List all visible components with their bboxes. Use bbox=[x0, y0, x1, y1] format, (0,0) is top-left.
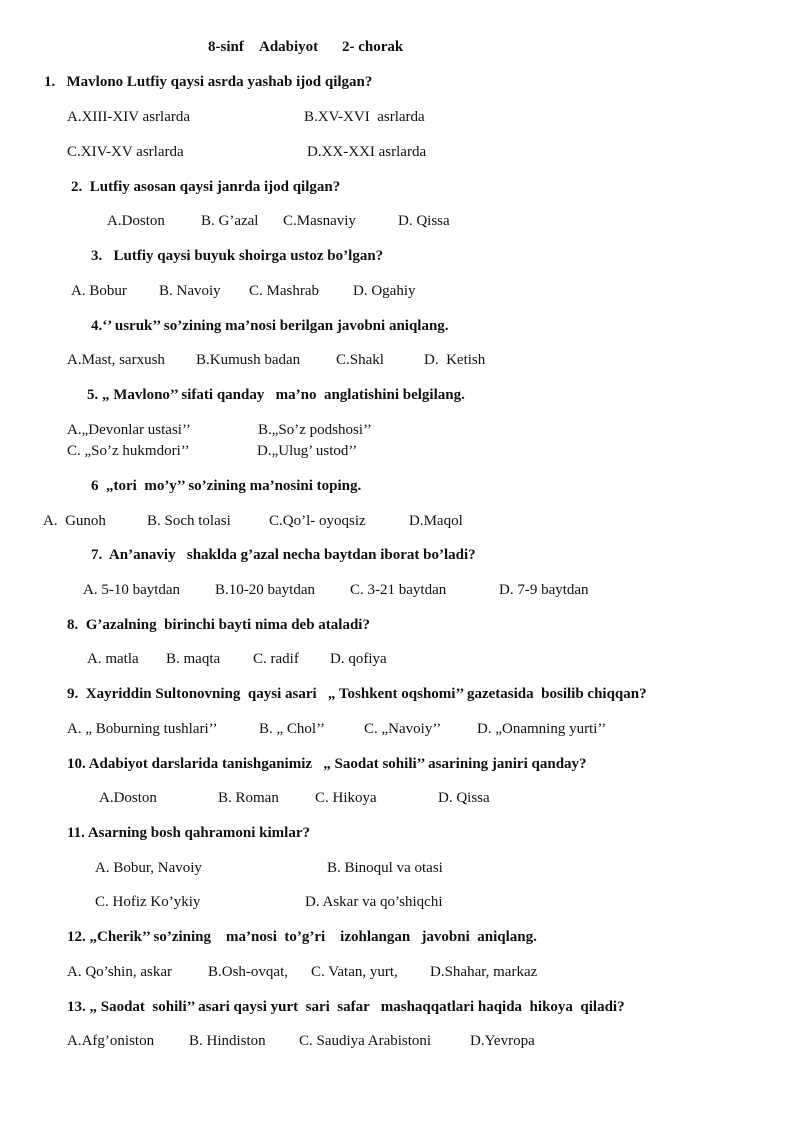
question-8: 8. G’azalning birinchi bayti nima deb ataladi? bbox=[67, 617, 370, 633]
q12-option-c: C. Vatan, yurt, bbox=[311, 964, 398, 980]
question-10: 10. Adabiyot darslarida tanishganimiz „ Saodat sohili’’ asarining janiri qanday? bbox=[67, 756, 587, 772]
q9-option-c: C. „Navoiy’’ bbox=[364, 721, 442, 737]
q12-option-a: A. Qo’shin, askar bbox=[67, 964, 172, 980]
q8-option-a: A. matla bbox=[87, 651, 139, 667]
q13-option-b: B. Hindiston bbox=[189, 1033, 266, 1049]
header-grade: 8-sinf bbox=[208, 39, 244, 55]
q6-option-c: C.Qo’l- oyoqsiz bbox=[269, 513, 366, 529]
q11-option-b: B. Binoqul va otasi bbox=[327, 860, 443, 876]
q9-option-a: A. „ Boburning tushlari’’ bbox=[67, 721, 218, 737]
q7-option-a: A. 5-10 baytdan bbox=[83, 582, 181, 598]
q1-option-b: B.XV-XVI asrlarda bbox=[304, 109, 425, 125]
q10-option-d: D. Qissa bbox=[438, 790, 490, 806]
q10-option-b: B. Roman bbox=[218, 790, 279, 806]
q5-option-c: C. „So’z hukmdori’’ bbox=[67, 443, 190, 459]
question-5: 5. „ Mavlono’’ sifati qanday ma’no anglatishini belgilang. bbox=[87, 387, 465, 403]
q9-option-b: B. „ Chol’’ bbox=[259, 721, 325, 737]
q9-option-d: D. „Onamning yurti’’ bbox=[477, 721, 607, 737]
q7-option-c: C. 3-21 baytdan bbox=[350, 582, 447, 598]
q8-option-c: C. radif bbox=[253, 651, 299, 667]
q3-option-a: A. Bobur bbox=[71, 283, 127, 299]
q2-option-c: C.Masnaviy bbox=[283, 213, 356, 229]
q5-option-d: D.„Ulug’ ustod’’ bbox=[257, 443, 358, 459]
q2-option-a: A.Doston bbox=[107, 213, 165, 229]
question-4: 4.‘’ usruk’’ so’zining ma’nosi berilgan javobni aniqlang. bbox=[91, 318, 449, 334]
q4-option-d: D. Ketish bbox=[424, 352, 486, 368]
q13-option-a: A.Afg’oniston bbox=[67, 1033, 155, 1049]
q6-option-a: A. Gunoh bbox=[43, 513, 106, 529]
question-13: 13. „ Saodat sohili’’ asari qaysi yurt sari safar mashaqqatlari haqida hikoya qiladi? bbox=[67, 999, 625, 1015]
q8-option-d: D. qofiya bbox=[330, 651, 387, 667]
header-term: 2- chorak bbox=[342, 39, 404, 55]
q3-option-d: D. Ogahiy bbox=[353, 283, 416, 299]
q13-option-d: D.Yevropa bbox=[470, 1033, 535, 1049]
q5-option-b: B.„So’z podshosi’’ bbox=[258, 422, 372, 438]
q11-option-c: C. Hofiz Ko’ykiy bbox=[95, 894, 201, 910]
q2-option-d: D. Qissa bbox=[398, 213, 450, 229]
q13-option-c: C. Saudiya Arabistoni bbox=[299, 1033, 432, 1049]
q3-option-b: B. Navoiy bbox=[159, 283, 221, 299]
q3-option-c: C. Mashrab bbox=[249, 283, 319, 299]
question-1: 1. Mavlono Lutfiy qaysi asrda yashab ijod qilgan? bbox=[44, 74, 373, 90]
q8-option-b: B. maqta bbox=[166, 651, 221, 667]
q1-option-c: C.XIV-XV asrlarda bbox=[67, 144, 184, 160]
q11-option-d: D. Askar va qo’shiqchi bbox=[305, 894, 443, 910]
q1-option-a: A.XIII-XIV asrlarda bbox=[67, 109, 191, 125]
q7-option-d: D. 7-9 baytdan bbox=[499, 582, 589, 598]
question-11: 11. Asarning bosh qahramoni kimlar? bbox=[67, 825, 310, 841]
q4-option-a: A.Mast, sarxush bbox=[67, 352, 165, 368]
q6-option-b: B. Soch tolasi bbox=[147, 513, 231, 529]
question-2: 2. Lutfiy asosan qaysi janrda ijod qilgan? bbox=[71, 179, 341, 195]
q7-option-b: B.10-20 baytdan bbox=[215, 582, 315, 598]
q11-option-a: A. Bobur, Navoiy bbox=[95, 860, 202, 876]
question-7: 7. An’anaviy shaklda g’azal necha baytdan iborat bo’ladi? bbox=[91, 547, 476, 563]
q12-option-d: D.Shahar, markaz bbox=[430, 964, 538, 980]
header-subject: Adabiyot bbox=[259, 39, 319, 55]
q12-option-b: B.Osh-ovqat, bbox=[208, 964, 288, 980]
q6-option-d: D.Maqol bbox=[409, 513, 463, 529]
question-12: 12. „Cherik’’ so’zining ma’nosi to’g’ri izohlangan javobni aniqlang. bbox=[67, 929, 537, 945]
q10-option-c: C. Hikoya bbox=[315, 790, 377, 806]
q4-option-b: B.Kumush badan bbox=[196, 352, 301, 368]
question-6: 6 „tori mo’y’’ so’zining ma’nosini toping. bbox=[91, 478, 362, 494]
q10-option-a: A.Doston bbox=[99, 790, 157, 806]
q2-option-b: B. G’azal bbox=[201, 213, 259, 229]
q5-option-a: A.„Devonlar ustasi’’ bbox=[67, 422, 191, 438]
question-3: 3. Lutfiy qaysi buyuk shoirga ustoz bo’lgan? bbox=[91, 248, 384, 264]
q4-option-c: C.Shakl bbox=[336, 352, 384, 368]
q1-option-d: D.XX-XXI asrlarda bbox=[307, 144, 427, 160]
question-9: 9. Xayriddin Sultonovning qaysi asari „ Toshkent oqshomi’’ gazetasida bosilib chiqqan? bbox=[67, 686, 647, 702]
